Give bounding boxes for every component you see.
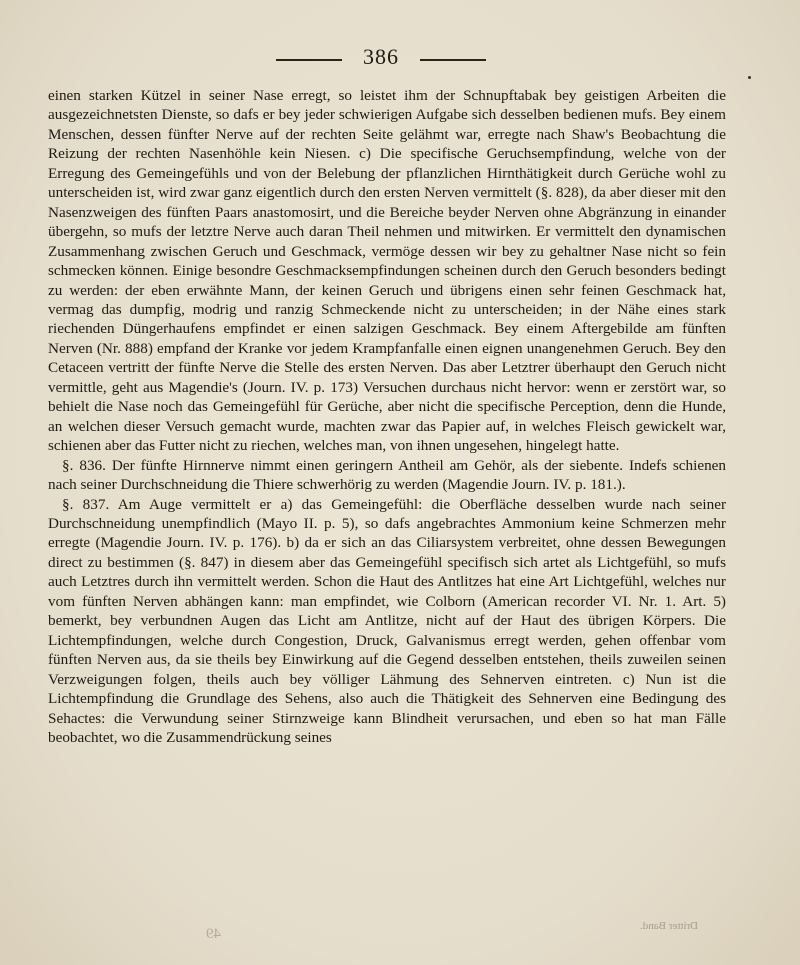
page-number: 386 (363, 44, 399, 69)
ink-speck (748, 76, 751, 79)
paragraph-section-836: §. 836. Der fünfte Hirnnerve nimmt einen geringern Antheil am Gehör, als der siebente. Indefs schienen nach seiner Durchschneidung die Thiere schwerhörig zu werden (Magendie Journ. IV. p. 181.). (48, 456, 726, 494)
body-text (48, 86, 726, 747)
paragraph-continuation: einen starken Kützel in seiner Nase erregt, so leistet ihm der Schnupftabak bey geistigen Arbeiten die ausgezeichnetsten Dienste, so dafs er bey jeder schwierigen Aufgabe sich desselben bedienen mufs. Bey einem Menschen, dessen fünfter Nerve auf der rechten Seite gelähmt war, erregte nach Shaw's Beobachtung die Reizung der rechten Nasenhöhle kein Niesen. c) Die specifische Geruchsempfindung, welche von der Erregung des Gemeingefühls und von der Belebung der pflanzlichen Hirnthätigkeit durch Gerüche wohl zu unterscheiden ist, wird zwar ganz eigentlich durch den ersten Nerven vermittelt (§. 828), da aber dieser mit den Nasenzweigen des fünften Paars anastomosirt, und die Bereiche beyder Nerven ohne Abgränzung in einander übergehn, so mufs der letztre Nerve auch daran Theil nehmen und mitwirken. Er vermittelt den dynamischen Zusammenhang zwischen Geruch und Geschmack, vermöge dessen wir bey zu gehaltner Nase nicht so fein schmecken können. Einige besondre Geschmacksempfindungen scheinen durch den Geruch besonders bedingt zu werden: der eben erwähnte Mann, der keinen Geruch und übrigens einen sehr feinen Geschmack hat, vermag das dumpfig, modrig und ranzig Schmeckende nicht zu unterscheiden; in der Nähe eines stark riechenden Düngerhaufens empfindet er einen salzigen Geschmack. Bey einem Aftergebilde am fünften Nerven (Nr. 888) empfand der Kranke vor jedem Krampfanfalle einen eignen unangenehmen Geruch. Bey den Cetaceen vertritt der fünfte Nerve die Stelle des ersten Nerven. Das aber Letztrer überhaupt den Geruch nicht vermittle, geht aus Magendie's (Journ. IV. p. 173) Versuchen durchaus nicht hervor: wenn er zerstört war, so behielt die Nase noch das Gemeingefühl für Gerüche, aber nicht die specifische Perception, denn die Hunde, an welchen dieser Versuch gemacht wurde, machten zwar das Papier auf, in welches Fleisch gewickelt war, schienen aber das Futter nicht zu riechen, welches man, von ihnen ungesehen, hingelegt hatte. (48, 87, 726, 455)
page-header (0, 44, 800, 74)
sheet-mark: 49 (206, 926, 221, 942)
header-rule-right (420, 59, 486, 61)
header-rule-left (276, 59, 342, 61)
signature-line: Dritter Band. (640, 920, 699, 932)
paragraph-section-837: §. 837. Am Auge vermittelt er a) das Gemeingefühl: die Oberfläche desselben wurde nach seiner Durchschneidung unempfindlich (Mayo II. p. 5), so dafs angebrachtes Ammonium keine Schmerzen mehr erregte (Magendie Journ. IV. p. 176). b) da er sich an das Ciliarsystem verbreitet, ohne dessen Bewegungen direct zu bestimmen (§. 847) in diesem aber das Gemeingefühl specifisch sich artet als Lichtgefühl, so mufs auch Letztres durch ihn vermittelt werden. Schon die Haut des Antlitzes hat eine Art Lichtgefühl, welches nur vom fünften Nerven abhängen kann: man empfindet, wie Colborn (American recorder VI. Nr. 1. Art. 5) bemerkt, bey verbundnen Augen das Licht am Antlitze, nicht auf der Haut des übrigen Körpers. Die Lichtempfindungen, welche durch Congestion, Druck, Galvanismus erregt werden, gehen offenbar vom fünften Nerven aus, da sie theils bey Einwirkung auf die Gegend desselben entstehen, theils zuweilen seinen Verzweigungen folgen, theils auch bey völliger Lähmung des Sehnerven eintreten. c) Nun ist die Lichtempfindung die Grundlage des Sehens, also auch die Thätigkeit des Sehnerven eine Bedingung des Sehactes: die Verwundung seiner Stirnzweige kann Blindheit verursachen, und eben so hat man Fälle beobachtet, wo die Zusammendrückung seines (48, 495, 726, 746)
